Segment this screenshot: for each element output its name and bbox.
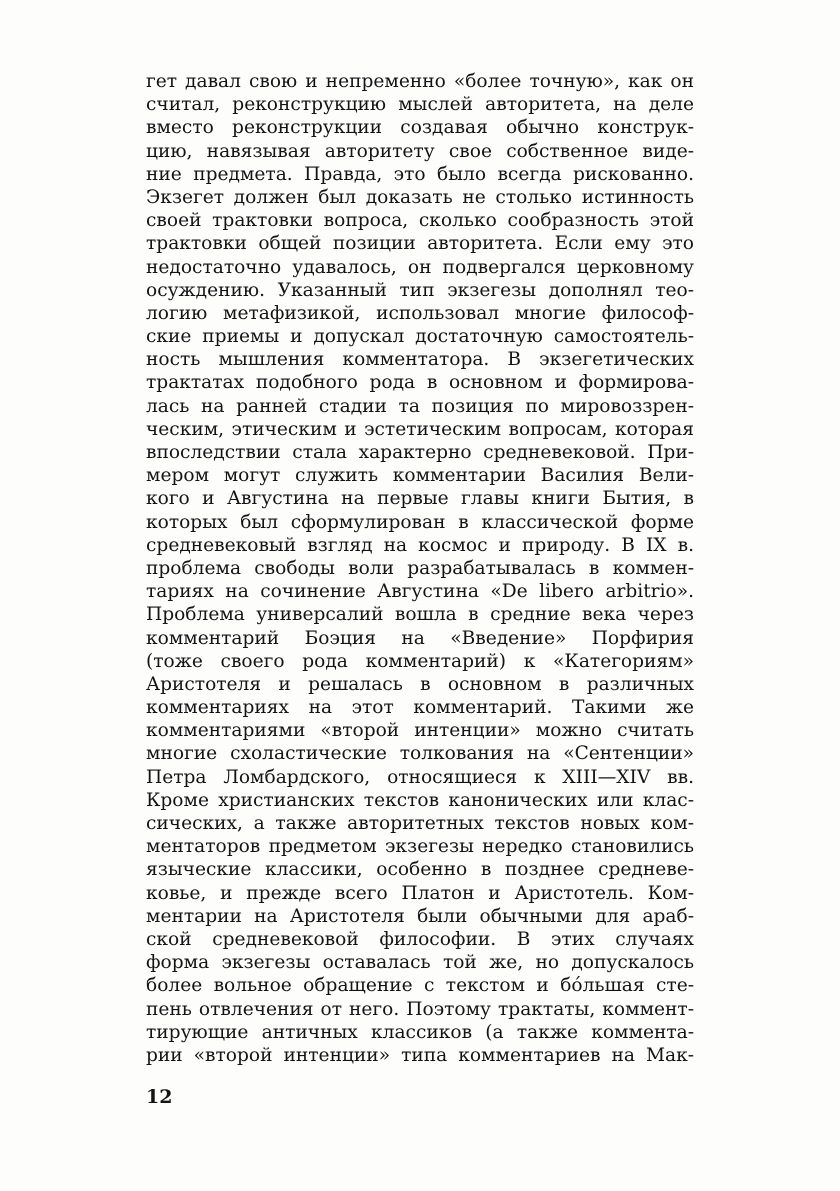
text-line: ность мышления комментатора. В экзегетических <box>146 349 694 371</box>
text-line: комментариями «второй интенции» можно считать <box>146 720 694 742</box>
text-line: комментарий Боэция на «Введение» Порфирия <box>146 627 694 649</box>
text-line: пень отвлечения от него. Поэтому трактаты, коммент- <box>146 998 694 1020</box>
text-line: Проблема универсалий вошла в средние века через <box>146 604 694 626</box>
text-line: Аристотеля и решалась в основном в различных <box>146 673 694 695</box>
text-line: ментарии на Аристотеля были обычными для араб- <box>146 905 694 927</box>
text-line: ние предмета. Правда, это было всегда рискованно. <box>146 163 694 185</box>
text-line: недостаточно удавалось, он подвергался церковному <box>146 256 694 278</box>
text-line: трактатах подобного рода в основном и формирова- <box>146 372 694 394</box>
body-text <box>146 70 694 1067</box>
text-line: осуждению. Указанный тип экзегезы дополнял тео- <box>146 279 694 301</box>
text-line: рии «второй интенции» типа комментариев на Мак- <box>146 1044 694 1066</box>
text-line: более вольное обращение с текстом и бо́льшая сте- <box>146 975 694 997</box>
text-line: средневековый взгляд на космос и природу. В IX в. <box>146 534 694 556</box>
text-line: кого и Августина на первые главы книги Бытия, в <box>146 488 694 510</box>
text-line: ческим, этическим и эстетическим вопросам, которая <box>146 418 694 440</box>
text-line: гет давал свою и непременно «более точную», как он <box>146 71 694 92</box>
text-line: своей трактовки вопроса, сколько сообразность этой <box>146 210 694 232</box>
text-line: трактовки общей позиции авторитета. Если ему это <box>146 233 694 255</box>
text-line: впоследствии стала характерно средневековой. При- <box>146 442 694 463</box>
text-line: Кроме христианских текстов канонических или клас- <box>146 789 694 811</box>
text-line: которых был сформулирован в классической форме <box>146 511 694 533</box>
text-line: языческие классики, особенно в позднее средневе- <box>146 859 694 881</box>
text-line: тариях на сочинение Августина «De libero arbitrio». <box>146 581 694 603</box>
text-line: цию, навязывая авторитету свое собственное виде- <box>146 140 694 162</box>
text-line: ментаторов предметом экзегезы нередко становились <box>146 836 694 858</box>
text-line: комментариях на этот комментарий. Такими же <box>146 697 694 719</box>
text-line: тирующие античных классиков (а также коммента- <box>146 1021 694 1043</box>
text-line: форма экзегезы оставалась той же, но допускалось <box>146 952 694 974</box>
text-line: логию метафизикой, использовал многие философ- <box>146 302 694 324</box>
text-line: (тоже своего рода комментарий) к «Категориям» <box>146 650 694 672</box>
text-line: Экзегет должен был доказать не столько истинность <box>146 186 694 208</box>
text-line: вместо реконструкции создавая обычно конструк- <box>146 117 694 139</box>
text-line: многие схоластические толкования на «Сентенции» <box>146 743 694 765</box>
text-line: ские приемы и допускал достаточную самостоятель- <box>146 326 694 348</box>
text-line: сических, а также авторитетных текстов новых ком- <box>146 813 694 834</box>
text-line: ковье, и прежде всего Платон и Аристотель. Ком- <box>146 882 694 904</box>
text-line: проблема свободы воли разрабатывалась в коммен- <box>146 557 694 579</box>
text-line: ской средневековой философии. В этих случаях <box>146 928 694 950</box>
text-line: мером могут служить комментарии Василия Вели- <box>146 465 694 487</box>
text-line: считал, реконструкцию мыслей авторитета, на деле <box>146 94 694 116</box>
text-line: лась на ранней стадии та позиция по мировоззрен- <box>146 395 694 417</box>
page-number: 12 <box>146 1086 173 1108</box>
text-line: Петра Ломбардского, относящиеся к XIII—XIV вв. <box>146 766 694 788</box>
